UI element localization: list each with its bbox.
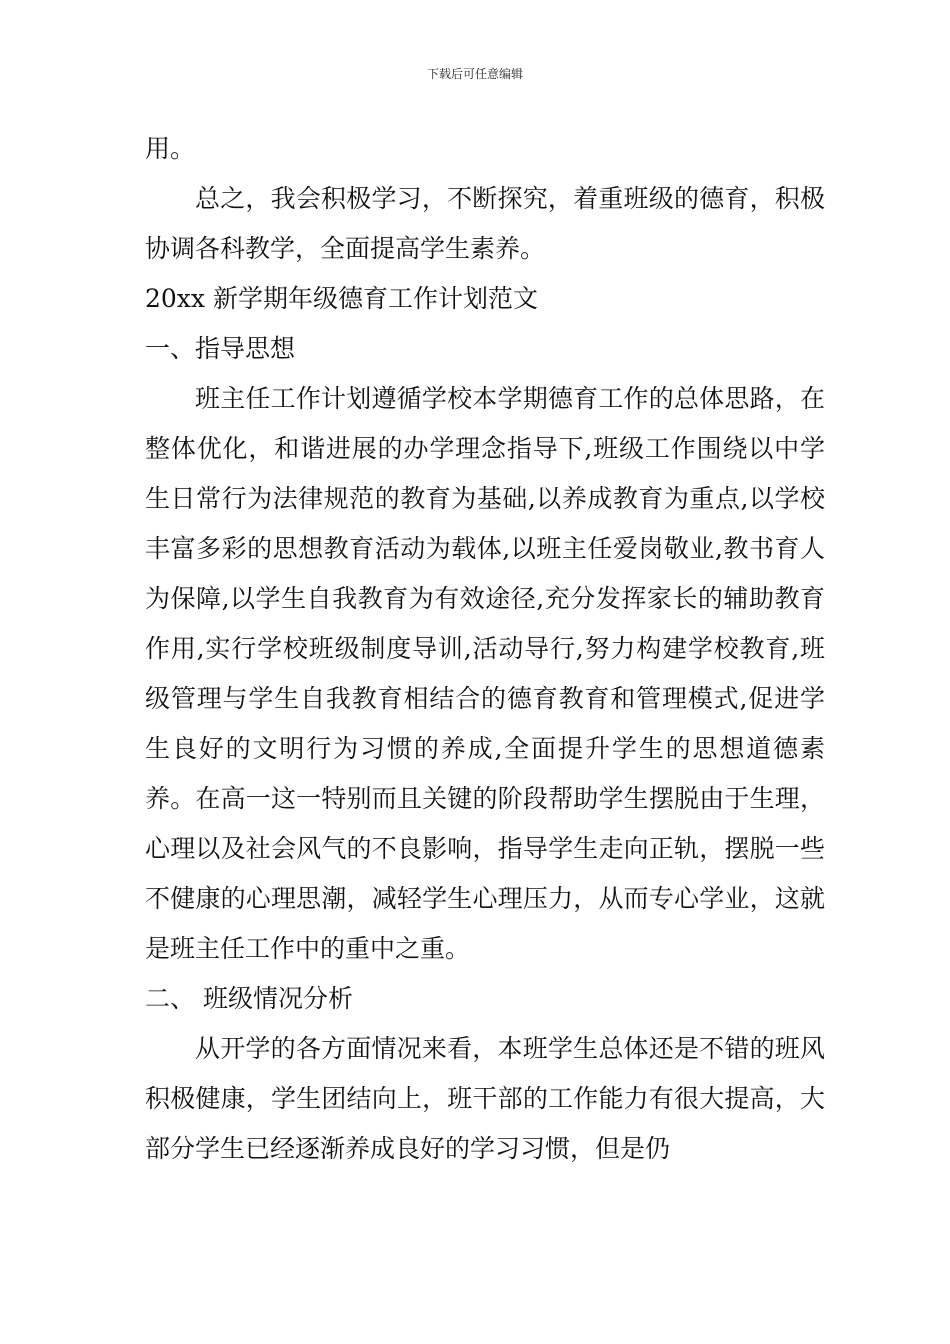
paragraph-class-analysis: 从开学的各方面情况来看，本班学生总体还是不错的班风积极健康，学生团结向上，班干部的工作能力有很大提高，大部分学生已经逐渐养成良好的学习习惯，但是仍 — [145, 1034, 825, 1163]
section-heading-guiding-thought: 一、指导思想 — [145, 334, 296, 363]
document-body — [145, 124, 825, 1174]
paragraph-summary: 总之，我会积极学习，不断探究，着重班级的德育，积极协调各科教学，全面提高学生素养。 — [145, 184, 825, 263]
paragraph-guiding-thought: 班主任工作计划遵循学校本学期德育工作的总体思路，在整体优化，和谐进展的办学理念指导下,班级工作围绕以中学生日常行为法律规范的教育为基础,以养成教育为重点,以学校丰富多彩的思想教育活动为载体,以班主任爱岗敬业,教书育人为保障,以学生自我教育为有效途径,充分发挥家长的辅助教育作用,实行学校班级制度导训,活动导行,努力构建学校教育,班级管理与学生自我教育相结合的德育教育和管理模式,促进学生良好的文明行为习惯的养成,全面提升学生的思想道德素养。在高一这一特别而且关键的阶段帮助学生摆脱由于生理，心理以及社会风气的不良影响，指导学生走向正轨，摆脱一些不健康的心理思潮，减轻学生心理压力，从而专心学业，这就是班主任工作中的重中之重。 — [145, 384, 825, 963]
page-header: 下载后可任意编辑 — [426, 67, 523, 81]
paragraph-continuation: 用。 — [145, 134, 196, 163]
section-heading-class-analysis: 二、 班级情况分析 — [145, 984, 353, 1013]
document-subtitle: 20xx 新学期年级德育工作计划范文 — [145, 284, 538, 313]
